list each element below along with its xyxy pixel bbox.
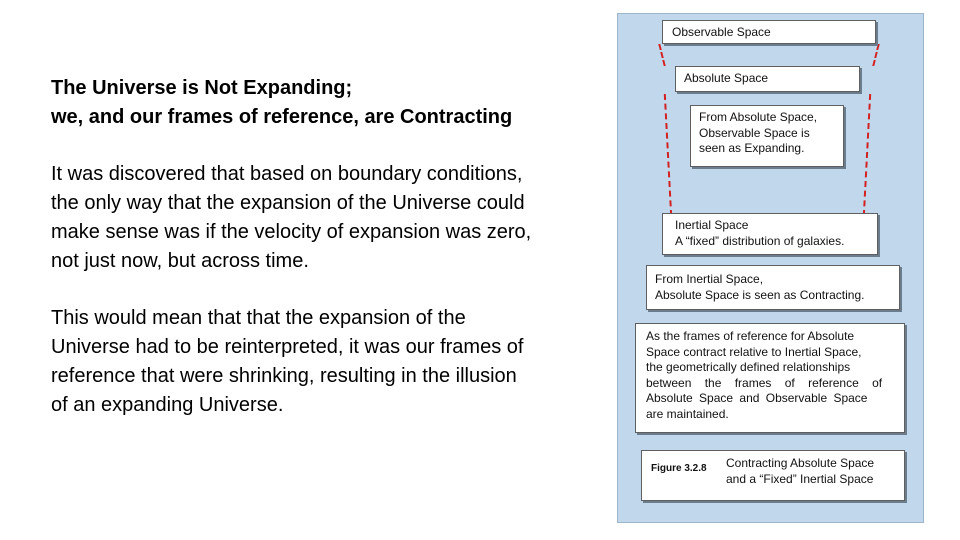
slide-title	[51, 74, 591, 132]
inertial-space-box	[662, 213, 878, 255]
paragraph-reinterpretation	[51, 304, 591, 420]
paragraph-line: not just now, but across time.	[51, 250, 309, 272]
paragraph-boundary-conditions	[51, 160, 591, 276]
inertial-space-line: Inertial Space	[675, 218, 749, 232]
dashed-connector-left-main	[664, 94, 672, 216]
paragraph-line: reference that were shrinking, resulting in the illusion	[51, 365, 517, 387]
frames-note-line: As the frames of reference for Absolute	[646, 329, 855, 343]
frames-of-reference-note-box	[635, 323, 905, 433]
observable-space-label: Observable Space	[672, 25, 771, 39]
from-absolute-line: seen as Expanding.	[699, 141, 805, 155]
title-line-1: The Universe is Not Expanding;	[51, 77, 353, 99]
title-line-2: we, and our frames of reference, are Contracting	[51, 106, 513, 128]
observable-space-box	[662, 20, 876, 44]
from-absolute-line: Observable Space is	[699, 125, 810, 140]
figure-caption-box	[641, 450, 905, 501]
figure-caption-line: and a “Fixed” Inertial Space	[726, 471, 874, 486]
paragraph-line: the only way that the expansion of the Universe could	[51, 192, 525, 214]
dashed-connector-right-top	[872, 44, 879, 66]
figure-number: Figure 3.2.8	[651, 463, 707, 474]
figure-caption-line: Contracting Absolute Space	[726, 456, 875, 470]
paragraph-line: make sense was if the velocity of expansion was zero,	[51, 221, 532, 243]
frames-note-line: Absolute Space and Observable Space	[646, 391, 868, 405]
dashed-connector-right-main	[863, 94, 871, 216]
paragraph-line: This would mean that that the expansion of the	[51, 307, 466, 329]
paragraph-line: Universe had to be reinterpreted, it was our frames of	[51, 336, 524, 358]
figure-panel	[617, 13, 924, 523]
frames-note-line: between the frames of reference of	[646, 375, 883, 390]
frames-note-line: are maintained.	[646, 406, 729, 421]
paragraph-line: It was discovered that based on boundary conditions,	[51, 163, 523, 185]
from-absolute-line: From Absolute Space,	[699, 110, 818, 124]
from-absolute-space-box	[690, 105, 844, 167]
dashed-connector-left-top	[658, 44, 665, 66]
inertial-space-line: A “fixed” distribution of galaxies.	[675, 233, 845, 248]
frames-note-line: Space contract relative to Inertial Space,	[646, 344, 862, 359]
absolute-space-label: Absolute Space	[684, 71, 769, 85]
absolute-space-box	[675, 66, 860, 92]
from-inertial-line: From Inertial Space,	[655, 272, 764, 286]
frames-note-line: the geometrically defined relationships	[646, 360, 851, 374]
paragraph-line: of an expanding Universe.	[51, 394, 284, 416]
from-inertial-line: Absolute Space is seen as Contracting.	[655, 287, 865, 302]
from-inertial-space-box	[646, 265, 900, 310]
